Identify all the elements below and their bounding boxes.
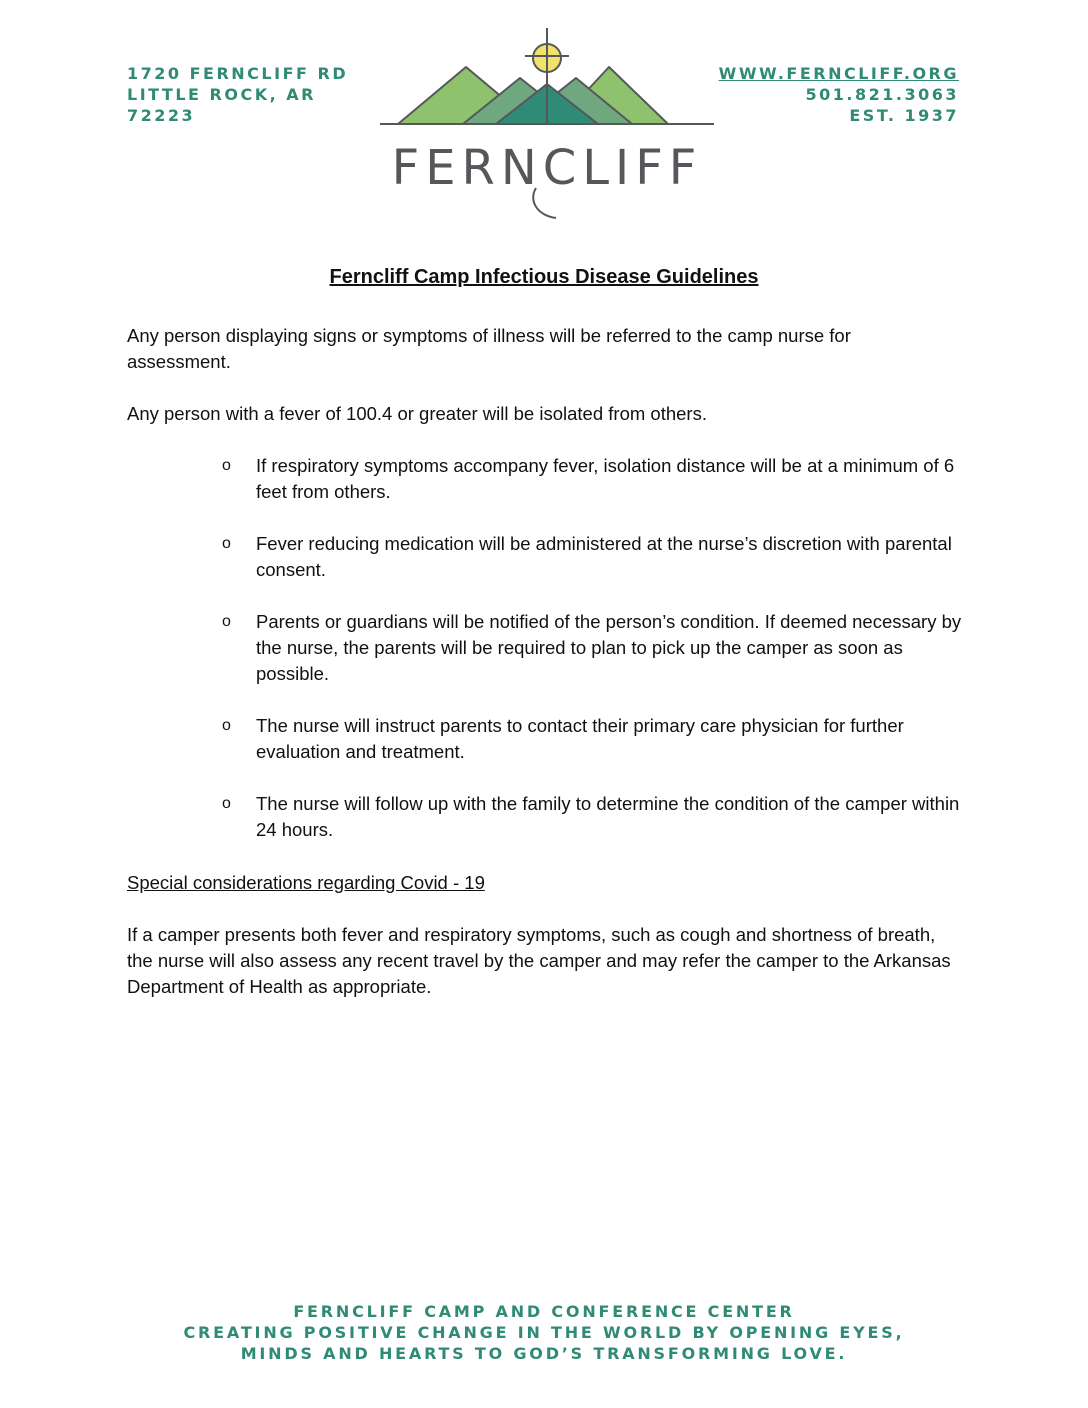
footer-line-mission-2: MINDS AND HEARTS TO GOD’S TRANSFORMING LOVE.	[240, 1344, 848, 1363]
footer-line-mission-1: CREATING POSITIVE CHANGE IN THE WORLD BY OPENING EYES,	[183, 1323, 905, 1342]
bullet-marker-icon: o	[222, 613, 231, 630]
address-line-street: 1720 FERNCLIFF RD	[127, 64, 349, 83]
intro-paragraph: Any person displaying signs or symptoms of illness will be referred to the camp nurse for assessment.	[127, 325, 851, 372]
list-item	[222, 609, 962, 687]
list-item-text: Parents or guardians will be notified of the person’s condition. If deemed necessary by the nurse, the parents will be required to plan to pick up the camper as soon as possible.	[256, 611, 962, 684]
list-item-text: If respiratory symptoms accompany fever, isolation distance will be at a minimum of 6 feet from others.	[256, 455, 955, 502]
list-item	[222, 713, 962, 765]
list-item-text: Fever reducing medication will be administered at the nurse’s discretion with parental consent.	[256, 533, 952, 580]
bullet-marker-icon: o	[222, 717, 231, 734]
list-item	[222, 453, 962, 505]
website-link[interactable]: WWW.FERNCLIFF.ORG	[718, 64, 959, 83]
footer-line-org: FERNCLIFF CAMP AND CONFERENCE CENTER	[293, 1302, 795, 1321]
ferncliff-logo-icon	[378, 26, 718, 226]
list-item-text: The nurse will follow up with the family to determine the condition of the camper within 24 hours.	[256, 793, 960, 840]
page-title: Ferncliff Camp Infectious Disease Guidelines	[329, 266, 759, 288]
covid-section-heading: Special considerations regarding Covid - 19	[127, 872, 485, 893]
covid-paragraph: If a camper presents both fever and respiratory symptoms, such as cough and shortness of breath, the nurse will also assess any recent travel by the camper and may refer the camper to the Arkansas Department of Health as appropriate.	[127, 924, 951, 997]
list-item-text: The nurse will instruct parents to contact their primary care physician for further evaluation and treatment.	[256, 715, 904, 762]
established-year: EST. 1937	[849, 106, 959, 125]
list-item	[222, 531, 962, 583]
fever-rule-paragraph: Any person with a fever of 100.4 or greater will be isolated from others.	[127, 403, 707, 424]
address-block	[127, 63, 348, 126]
bullet-marker-icon: o	[222, 795, 231, 812]
phone-number: 501.821.3063	[805, 85, 959, 104]
contact-block	[719, 63, 959, 126]
bullet-marker-icon: o	[222, 457, 231, 474]
address-line-zip: 72223	[127, 106, 196, 125]
address-line-city: LITTLE ROCK, AR	[127, 85, 316, 104]
logo-wordmark: FERNCLIFF	[391, 140, 703, 196]
footer	[0, 1301, 1088, 1364]
list-item	[222, 791, 962, 843]
bullet-marker-icon: o	[222, 535, 231, 552]
